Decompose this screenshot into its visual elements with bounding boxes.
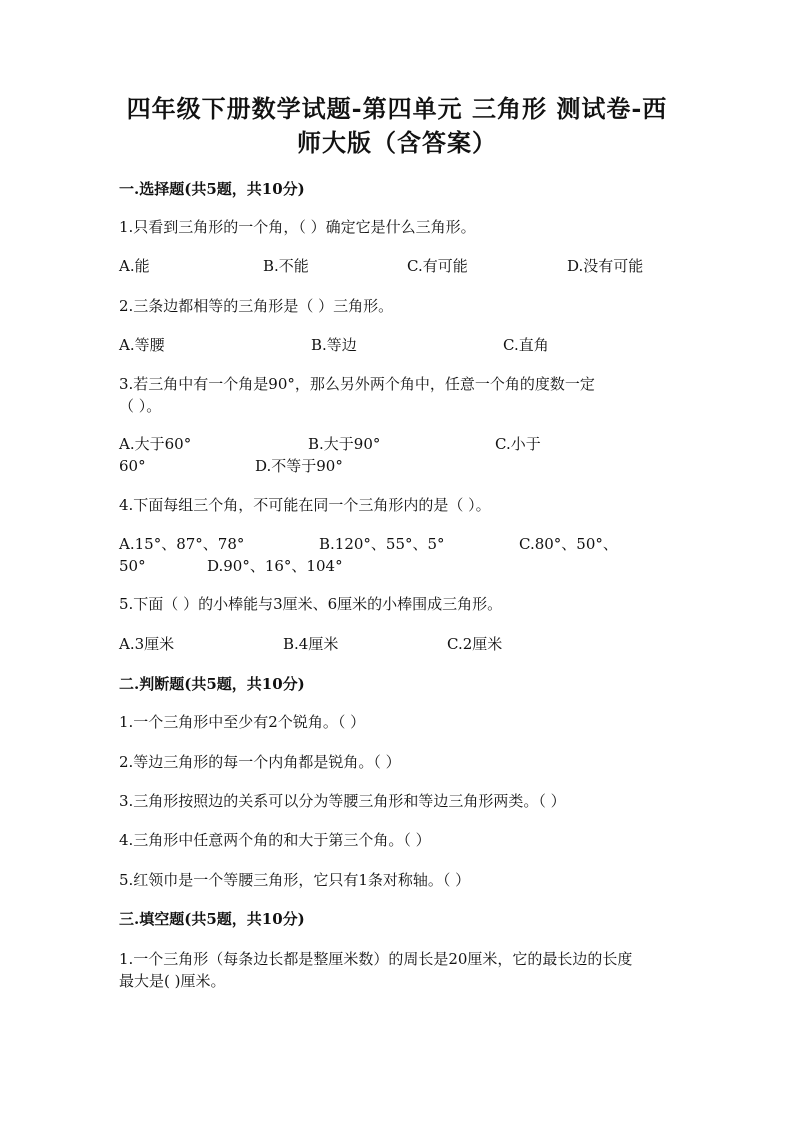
option-c-continued: 50° [119, 557, 146, 575]
choice-question-5-options [119, 633, 679, 655]
judgement-item: 5.红领巾是一个等腰三角形，它只有1条对称轴。（ ） [119, 871, 471, 889]
option-c: C.80°、50°、 [519, 535, 618, 553]
judgement-item: 3.三角形按照边的关系可以分为等腰三角形和等边三角形两类。（ ） [119, 792, 566, 810]
choice-question-3-options-line-1 [119, 433, 679, 455]
option-b: B.4厘米 [283, 635, 339, 653]
judgement-item: 1.一个三角形中至少有2个锐角。（ ） [119, 713, 366, 731]
option-c: C.直角 [503, 336, 549, 354]
option-b: B.120°、55°、5° [319, 535, 445, 553]
option-d: D.没有可能 [567, 257, 644, 275]
choice-question-5: 5.下面（ ）的小棒能与3厘米、6厘米的小棒围成三角形。 [119, 595, 503, 613]
option-c-continued: 60° [119, 457, 146, 475]
section-heading-fill-blank: 三.填空题(共5题，共10分) [119, 910, 305, 928]
option-d: D.90°、16°、104° [207, 557, 343, 575]
option-a: A.能 [119, 257, 150, 275]
option-a: A.15°、87°、78° [119, 535, 245, 553]
section-heading-judgement: 二.判断题(共5题，共10分) [119, 675, 305, 693]
judgement-item: 4.三角形中任意两个角的和大于第三个角。（ ） [119, 831, 431, 849]
option-b: B.大于90° [308, 435, 381, 453]
option-c: C.有可能 [407, 257, 468, 275]
choice-question-2-options [119, 334, 679, 356]
option-b: B.不能 [263, 257, 309, 275]
choice-question-2: 2.三条边都相等的三角形是（ ）三角形。 [119, 297, 394, 315]
choice-question-4-options-line-1 [119, 533, 679, 555]
choice-question-3-options-line-2 [119, 455, 679, 477]
title-line-1: 四年级下册数学试题-第四单元 三角形 测试卷-西 [126, 94, 668, 123]
fill-blank-question-1-line-2: 最大是( )厘米。 [119, 972, 226, 990]
option-a: A.等腰 [119, 336, 165, 354]
choice-question-1: 1.只看到三角形的一个角，（ ）确定它是什么三角形。 [119, 218, 476, 236]
choice-question-4: 4.下面每组三个角，不可能在同一个三角形内的是（ ）。 [119, 496, 491, 514]
option-b: B.等边 [311, 336, 357, 354]
option-d: D.不等于90° [255, 457, 343, 475]
choice-question-1-options [119, 255, 679, 277]
option-c: C.小于 [495, 435, 541, 453]
fill-blank-question-1-line-1: 1.一个三角形（每条边长都是整厘米数）的周长是20厘米，它的最长边的长度 [119, 950, 633, 968]
section-heading-choice: 一.选择题(共5题，共10分) [119, 180, 305, 198]
option-a: A.3厘米 [119, 635, 175, 653]
choice-question-3-line-1: 3.若三角中有一个角是90°，那么另外两个角中，任意一个角的度数一定 [119, 375, 595, 393]
option-a: A.大于60° [119, 435, 192, 453]
title-line-2: 师大版（含答案） [297, 128, 497, 157]
option-c: C.2厘米 [447, 635, 503, 653]
choice-question-4-options-line-2 [119, 555, 679, 577]
judgement-item: 2.等边三角形的每一个内角都是锐角。（ ） [119, 753, 401, 771]
page-title [0, 92, 794, 160]
choice-question-3-line-2: （ ）。 [119, 397, 162, 415]
